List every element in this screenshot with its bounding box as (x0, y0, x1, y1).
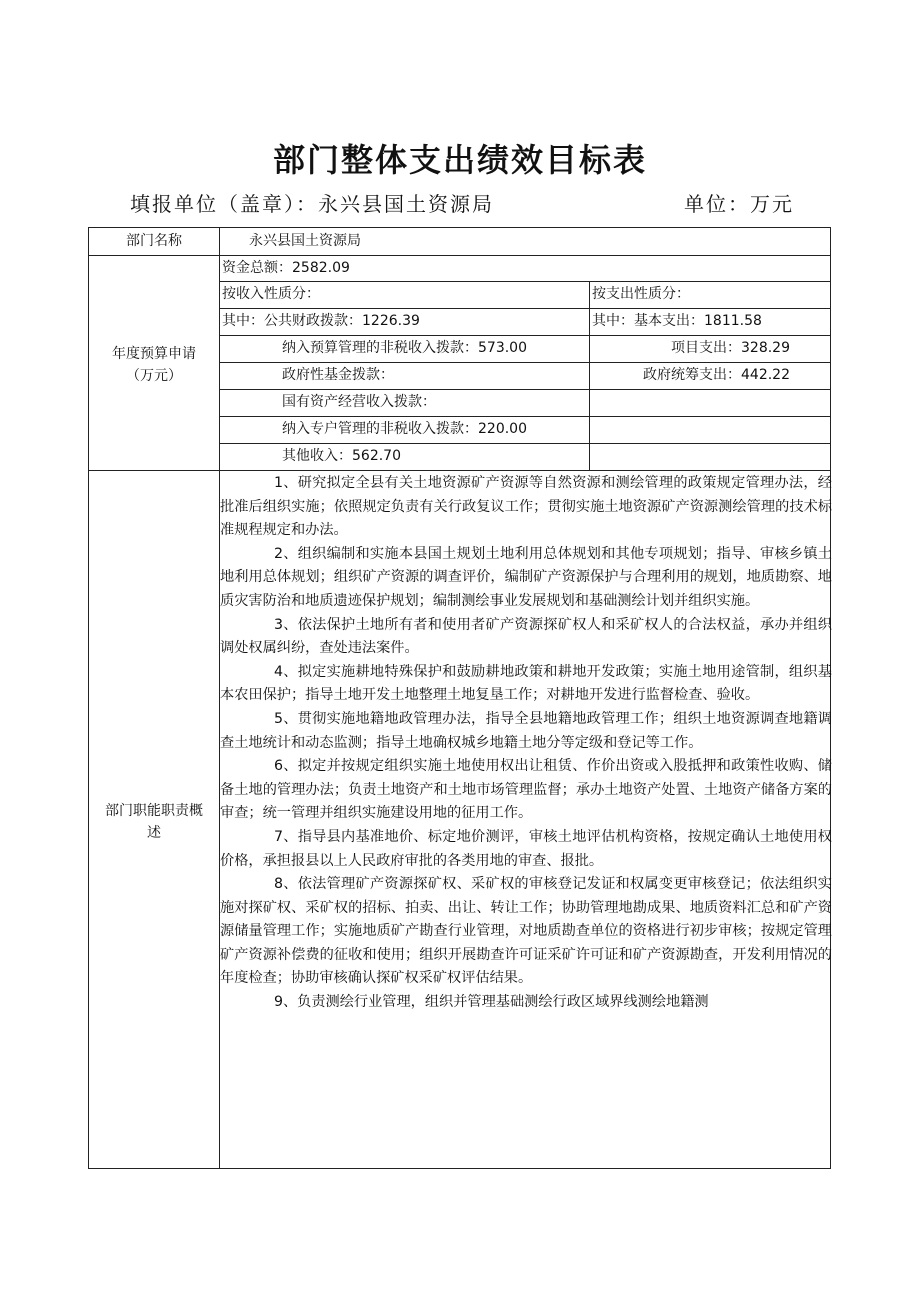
duty-paragraph: 7、指导县内基准地价、标定地价测评，审核土地评估机构资格，按规定确认土地使用权价格，承担报县以上人民政府审批的各类用地的审查、报批。 (220, 828, 832, 869)
budget-label: 年度预算申请 （万元） (112, 346, 196, 384)
expense-item: 项目支出：328.29 (671, 340, 790, 356)
income-item: 纳入预算管理的非税收入拨款：573.00 (282, 340, 527, 356)
duty-paragraph: 9、负责测绘行业管理，组织并管理基础测绘行政区域界线测绘地籍测 (273, 994, 709, 1011)
income-item: 纳入专户管理的非税收入拨款：220.00 (282, 421, 527, 437)
page-title: 部门整体支出绩效目标表 (272, 141, 647, 179)
duty-paragraph: 5、贯彻实施地籍地政管理办法，指导全县地籍地政管理工作；组织土地资源调查地籍调查土地统计和动态监测；指导土地确权城乡地籍土地分等定级和登记等工作。 (220, 710, 832, 751)
expense-item: 政府统筹支出：442.22 (643, 367, 790, 383)
duty-paragraph: 4、拟定实施耕地特殊保护和鼓励耕地政策和耕地开发政策；实施土地用途管制，组织基本农田保护；指导土地开发土地整理土地复垦工作；对耕地开发进行监督检查、验收。 (220, 663, 832, 704)
duty-paragraph: 1、研究拟定全县有关土地资源矿产资源等自然资源和测绘管理的政策规定管理办法，经批准后组织实施；依照规定负责有关行政复议工作；贯彻实施土地资源矿产资源测绘管理的技术标准规程规定和办法。 (220, 475, 832, 539)
income-item: 政府性基金拨款： (282, 367, 394, 383)
duty-paragraph: 3、依法保护土地所有者和使用者矿产资源探矿权人和采矿权人的合法权益，承办并组织调处权属纠纷，查处违法案件。 (220, 616, 832, 657)
duties-text (220, 472, 832, 1015)
expense-item: 其中：基本支出：1811.58 (592, 313, 762, 329)
money-unit: 单位：万元 (684, 192, 794, 216)
duty-paragraph: 8、依法管理矿产资源探矿权、采矿权的审核登记发证和权属变更审核登记；依法组织实施对探矿权、采矿权的招标、拍卖、出让、转让工作；协助管理地勘成果、地质资料汇总和矿产资源储量管理工作；实施地质矿产勘查行业管理，对地质勘查单位的资格进行初步审核；按规定管理矿产资源补偿费的征收和使用；组织开展勘查许可证采矿许可证和矿产资源勘查，开发利用情况的年度检查；协助审核确认探矿权采矿权评估结果。 (220, 876, 832, 987)
total-funds: 资金总额：2582.09 (222, 260, 350, 276)
duties-label: 部门职能职责概 述 (105, 803, 203, 841)
income-item: 国有资产经营收入拨款： (282, 394, 436, 410)
income-nature-head: 按收入性质分： (222, 286, 320, 302)
dept-name-label: 部门名称 (126, 233, 182, 249)
expense-nature-head: 按支出性质分： (592, 286, 690, 302)
income-item: 其他收入：562.70 (282, 448, 401, 464)
duty-paragraph: 6、拟定并按规定组织实施土地使用权出让租赁、作价出资或入股抵押和政策性收购、储备土地的管理办法；负责土地资产和土地市场管理监督；承办土地资产处置、土地资产储备方案的审查；统一管理并组织实施建设用地的征用工作。 (220, 758, 832, 822)
dept-name-value: 永兴县国土资源局 (249, 233, 361, 249)
performance-table (88, 227, 831, 1169)
income-item: 其中：公共财政拨款：1226.39 (222, 313, 420, 329)
duty-paragraph: 2、组织编制和实施本县国土规划土地利用总体规划和其他专项规划；指导、审核乡镇土地利用总体规划；组织矿产资源的调查评价，编制矿产资源保护与合理利用的规划，地质勘察、地质灾害防治和地质遗迹保护规划；编制测绘事业发展规划和基础测绘计划并组织实施。 (220, 545, 832, 609)
reporting-unit: 填报单位（盖章）：永兴县国土资源局 (130, 192, 494, 216)
